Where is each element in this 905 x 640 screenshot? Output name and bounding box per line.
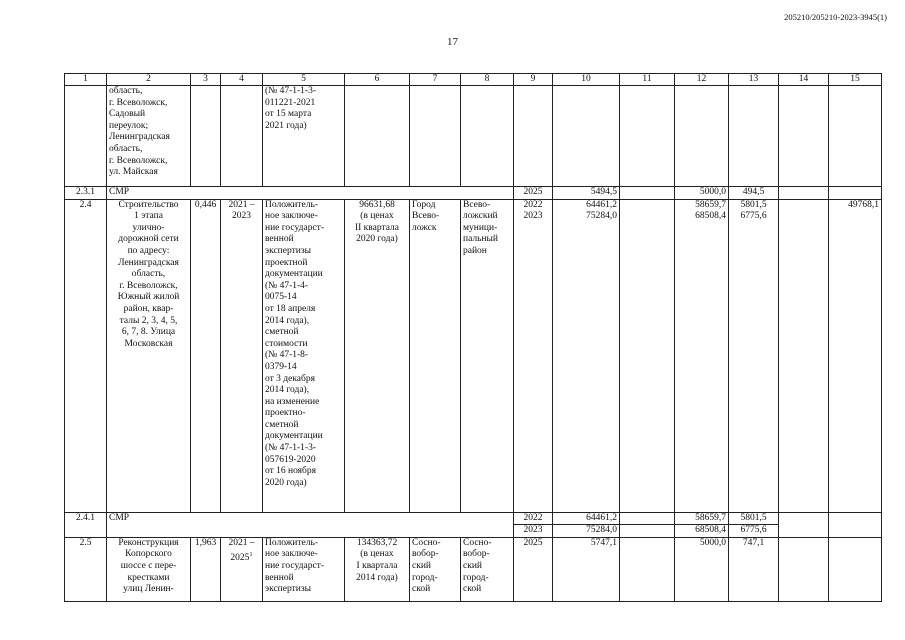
- cost-cell: 96631,68 (в ценах II квартала 2020 года): [345, 199, 410, 512]
- data-table: [64, 73, 882, 602]
- col-header: 11: [620, 74, 675, 86]
- col-header: 9: [514, 74, 553, 86]
- col-header: 10: [553, 74, 620, 86]
- location-cell: Город Всево- ложск: [410, 199, 461, 512]
- table-header-row: [65, 74, 882, 86]
- table-row: [65, 199, 882, 512]
- col-header: 15: [829, 74, 882, 86]
- col-header: 13: [729, 74, 779, 86]
- value-cell: 747,1: [729, 537, 779, 601]
- year-cell: 2022: [514, 512, 553, 525]
- row-name: СМР: [107, 512, 514, 537]
- district-cell: Всево- ложский муници- пальный район: [461, 199, 514, 512]
- col-header: 7: [410, 74, 461, 86]
- length-cell: 1,963: [191, 537, 221, 601]
- table-row: [65, 537, 882, 601]
- col-header: 14: [779, 74, 829, 86]
- length-cell: 0,446: [191, 199, 221, 512]
- table-row: [65, 512, 882, 525]
- col-header: 8: [461, 74, 514, 86]
- value-cell: 6775,6: [729, 525, 779, 538]
- value-cell: 5801,5: [729, 512, 779, 525]
- value-cell: 5000,0: [675, 537, 729, 601]
- value-cell: 68508,4: [675, 525, 729, 538]
- col-header: 3: [191, 74, 221, 86]
- value-cell: 494,5: [729, 187, 779, 200]
- row-number: 2.5: [65, 537, 107, 601]
- col-header: 2: [107, 74, 191, 86]
- document-ref-cont: (№ 47-1-1-3- 011221-2021 от 15 марта 2021 года): [263, 86, 345, 187]
- year-cell: 2025: [514, 187, 553, 200]
- row-number: 2.4.1: [65, 512, 107, 537]
- row-number: 2.3.1: [65, 187, 107, 200]
- total-cell: 64461,2: [553, 512, 620, 525]
- value-cell: 58659,7 68508,4: [675, 199, 729, 512]
- page-number: 17: [447, 36, 458, 48]
- district-cell: Сосно- вобор- ский город- ской: [461, 537, 514, 601]
- table-row: [65, 187, 882, 200]
- row-number: 2.4: [65, 199, 107, 512]
- table-row: [65, 86, 882, 187]
- total-cell: 5747,1: [553, 537, 620, 601]
- col-header: 1: [65, 74, 107, 86]
- document-code: 205210/205210-2023-3945(1): [784, 12, 887, 22]
- total-cell: 64461,2 75284,0: [553, 199, 620, 512]
- object-name: Строительство 1 этапа улично- дорожной сети по адресу: Ленинградская область, г. Всеволожск, Южный жилой район, квар- талы 2, 3, 4, 5, 6, 7, 8. Улица Московская: [107, 199, 191, 512]
- object-name-cont: область, г. Всеволожск, Садовый переулок; Ленинградская область, г. Всеволожск, ул. Майская: [107, 86, 191, 187]
- value-cell: 58659,7: [675, 512, 729, 525]
- col-header: 5: [263, 74, 345, 86]
- year-cell: 2025: [514, 537, 553, 601]
- cost-cell: 134363,72 (в ценах I квартала 2014 года): [345, 537, 410, 601]
- total-cell: 75284,0: [553, 525, 620, 538]
- year-cell: 2023: [514, 525, 553, 538]
- period-cell: 2021 – 2025$^1$: [221, 537, 263, 601]
- object-name: Реконструкция Копорского шоссе с пере- крестками улиц Ленин-: [107, 537, 191, 601]
- value-cell: 5801,5 6775,6: [729, 199, 779, 512]
- row-name: СМР: [107, 187, 514, 200]
- value-cell: 5000,0: [675, 187, 729, 200]
- total-cell: 5494,5: [553, 187, 620, 200]
- value-cell: 49768,1: [829, 199, 882, 512]
- col-header: 4: [221, 74, 263, 86]
- document-ref: Положитель- ное заключе- ние государст- венной экспертизы: [263, 537, 345, 601]
- document-ref: Положитель- ное заключе- ние государст- венной экспертизы проектной документации (№ 47-1-4- 0075-14 от 18 апреля 2014 года), сметной стоимости (№ 47-1-8- 0379-14 от 3 декабря 2014 года), на изменение проектно- сметной документации (№ 47-1-1-3- 057619-2020 от 16 ноября 2020 года): [263, 199, 345, 512]
- year-cell: 2022 2023: [514, 199, 553, 512]
- period-cell: 2021 – 2023: [221, 199, 263, 512]
- col-header: 6: [345, 74, 410, 86]
- location-cell: Сосно- вобор- ский город- ской: [410, 537, 461, 601]
- footnote-mark: 1: [249, 551, 253, 559]
- col-header: 12: [675, 74, 729, 86]
